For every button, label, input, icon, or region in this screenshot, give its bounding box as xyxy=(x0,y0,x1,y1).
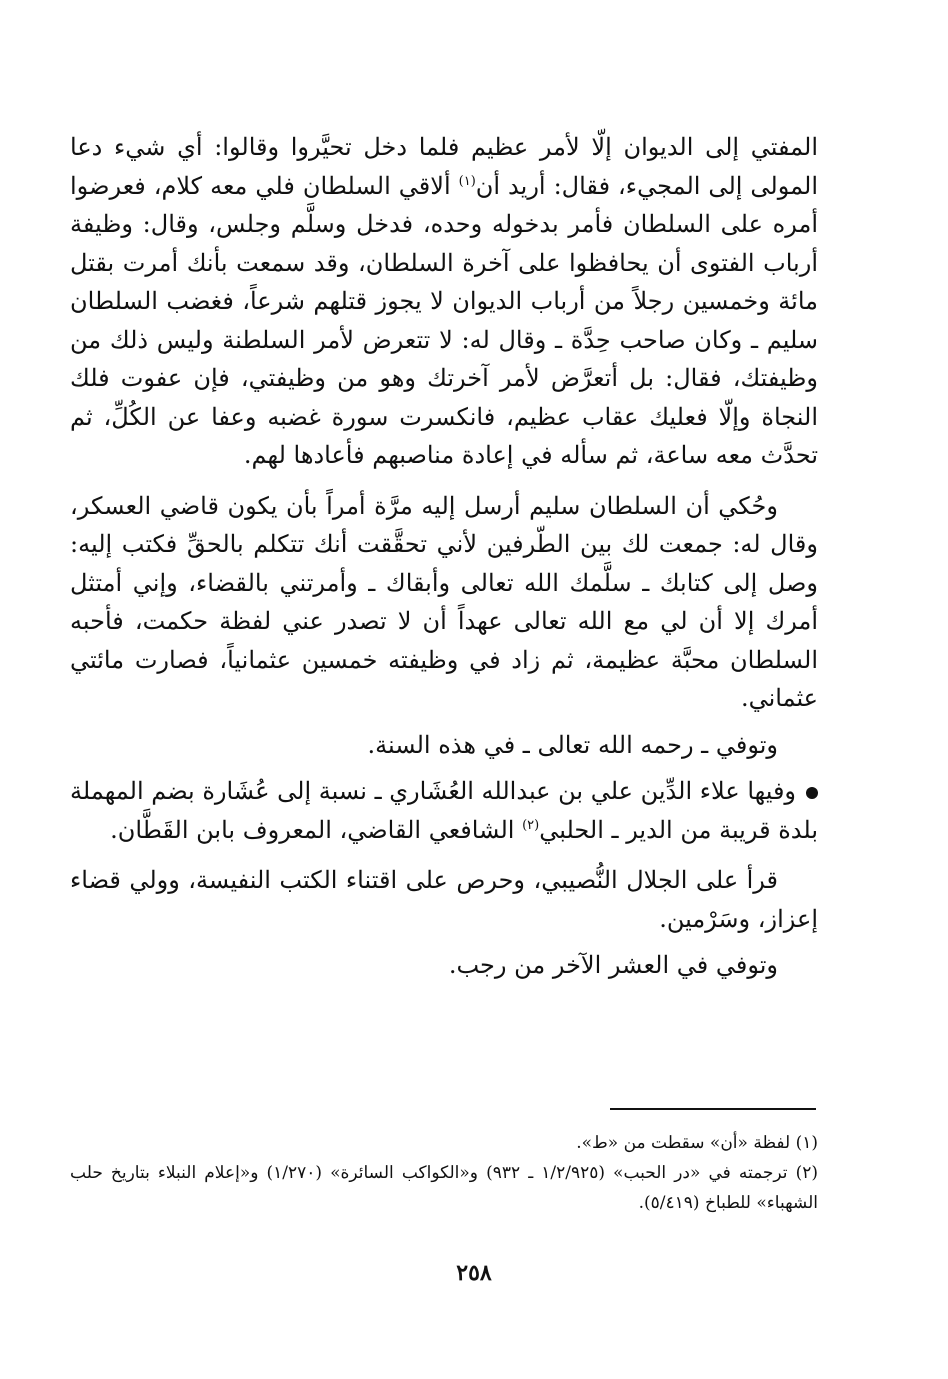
paragraph-1-continuation: ألاقي السلطان فلي معه كلام، فعرضوا أمره على السلطان فأمر بدخوله وحده، فدخل وسلَّم وجلس، وقال: وظيفة أرباب الفتوى أن يحافظوا على آخرة السلطان، وقد سمعت بأنك أمرت بقتل مائة وخمسين رجلاً من أرباب الديوان لا يجوز قتلهم شرعاً، فغضب السلطان سليم ـ وكان صاحب حِدَّة ـ وقال له: لا تتعرض لأمر السلطنة وليس ذلك من وظيفتك، فقال: بل أتعرَّض لأمر آخرتك وهو من وظيفتي، فإن عفوت فلك النجاة وإلّا فعليك عقاب عظيم، فانكسرت سورة غضبه وعفا عن الكُلِّ، ثم تحدَّث معه ساعة، ثم سأله في إعادة مناصبهم فأعادها لهم. xyxy=(70,171,818,469)
paragraph-2: وحُكي أن السلطان سليم أرسل إليه مرَّة أمراً بأن يكون قاضي العسكر، وقال له: جمعت لك بين الطّرفين لأني تحقَّقت أنك تتكلم بالحقِّ فكتب إليه: وصل إلى كتابك ـ سلَّمك الله تعالى وأبقاك ـ وأمرتني بالقضاء، وإني أمتثل أمرك إلا أن لي مع الله تعالى عهداً أن لا تصدر عني لفظة حكمت، فأحبه السلطان محبَّة عظيمة، ثم زاد في وظيفته خمسين عثمانياً، فصارت مائتي عثماني. xyxy=(70,491,818,712)
paragraph-3: وتوفي ـ رحمه الله تعالى ـ في هذه السنة. xyxy=(367,730,778,759)
footnote-1: (١) لفظة «أن» سقطت من «ط». xyxy=(576,1133,818,1153)
footnote-separator xyxy=(610,1108,816,1110)
paragraph-1 xyxy=(70,128,818,475)
bullet-icon xyxy=(806,787,818,799)
main-text xyxy=(70,128,818,985)
footnotes xyxy=(70,1128,818,1218)
paragraph-1-text: المفتي إلى الديوان إلّا لأمر عظيم فلما دخل تحيَّروا وقالوا: أي شيء دعا المولى إلى المجيء، فقال: أريد أن xyxy=(70,133,818,200)
paragraph-4-continuation: الشافعي القاضي، المعروف بابن القَطَّان. xyxy=(110,815,523,844)
paragraph-6: وتوفي في العشر الآخر من رجب. xyxy=(448,951,778,979)
paragraph-4-text: وفيها علاء الدِّين علي بن عبدالله العُشَاري ـ نسبة إلى عُشَارة بضم المهملة بلدة قريبة من الدير ـ الحلبي xyxy=(70,777,818,844)
footnote-marker-2: (٢) xyxy=(522,817,540,833)
paragraph-5: قرأ على الجلال النُّصيبي، وحرص على اقتناء الكتب النفيسة، وولي قضاء إعزاز، وسَرْمين. xyxy=(70,866,818,933)
footnote-2: (٢) ترجمته في «در الحبب» (١/٢/٩٢٥ ـ ٩٣٢) و«الكواكب السائرة» (١/٢٧٠) و«إعلام النبلاء بتاريخ حلب الشهباء» للطباخ (٥/٤١٩). xyxy=(70,1163,818,1213)
paragraph-4 xyxy=(70,772,818,849)
page-number: ٢٥٨ xyxy=(456,1260,492,1286)
footnote-marker-1: (١) xyxy=(458,173,476,189)
